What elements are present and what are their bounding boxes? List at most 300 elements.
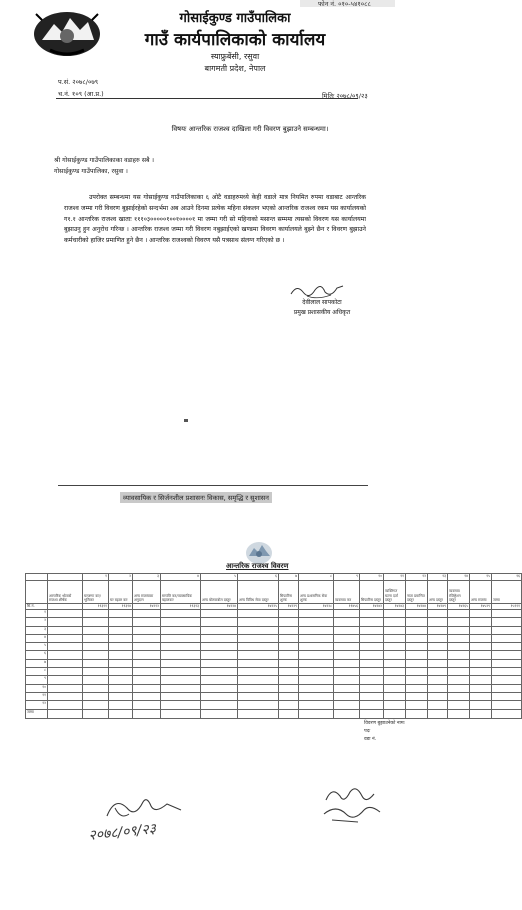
total-row	[26, 709, 522, 718]
table-cell	[133, 709, 161, 718]
table-cell	[299, 651, 334, 659]
patra-sankhya: प.सं. २०७८/०७९	[58, 78, 99, 86]
table-cell	[109, 634, 133, 642]
table-cell	[161, 709, 201, 718]
table-cell	[161, 618, 201, 626]
table-cell	[48, 701, 83, 709]
column-number: ४	[161, 574, 201, 581]
table-cell	[133, 701, 161, 709]
table-cell	[83, 668, 109, 676]
table-cell	[279, 692, 299, 700]
account-code: १४२२८	[299, 604, 334, 610]
table-cell	[428, 701, 448, 709]
address-line-1: स्याफ्रुबेंसी, रसुवा	[210, 52, 260, 61]
table-cell	[384, 626, 406, 634]
account-code: ११३१३	[161, 604, 201, 610]
table-cell	[334, 701, 360, 709]
header-divider	[56, 98, 358, 99]
table-cell	[161, 626, 201, 634]
table-cell	[360, 692, 384, 700]
table-cell	[428, 634, 448, 642]
office-name: गाउँ कार्यपालिकाको कार्यालय	[144, 30, 326, 50]
table-cell	[334, 626, 360, 634]
table-cell	[201, 659, 238, 667]
column-number	[26, 574, 48, 581]
account-code: ११४५६	[334, 604, 360, 610]
column-number: ९	[334, 574, 360, 581]
table-cell	[201, 618, 238, 626]
table-row	[26, 692, 522, 700]
table-cell	[470, 659, 492, 667]
table-cell	[334, 618, 360, 626]
prepared-by-label: विवरण बुझाउनेको नामः	[364, 721, 405, 726]
table-cell	[384, 618, 406, 626]
table-cell	[201, 651, 238, 659]
ward-number-label: वडा नं.	[364, 737, 377, 742]
table-cell	[238, 643, 279, 651]
table-cell	[161, 643, 201, 651]
table-cell	[238, 634, 279, 642]
table-cell	[384, 701, 406, 709]
table-cell	[238, 684, 279, 692]
table-cell	[384, 692, 406, 700]
row-number: ३	[26, 626, 48, 634]
table-cell	[384, 668, 406, 676]
table-cell	[334, 684, 360, 692]
account-code: १४२१२	[133, 604, 161, 610]
row-number: ७	[26, 659, 48, 667]
table-cell	[334, 668, 360, 676]
table-cell	[360, 684, 384, 692]
table-cell	[470, 651, 492, 659]
account-code: १४२४९	[428, 604, 448, 610]
scan-mark	[184, 419, 188, 422]
table-cell	[133, 684, 161, 692]
table-cell	[201, 643, 238, 651]
table-cell	[83, 618, 109, 626]
column-number: ३	[133, 574, 161, 581]
table-cell	[360, 610, 384, 618]
office-slogan: व्यावसायिक र सिर्जनशील प्रशासनः विकास, समृद्धि र सुशासन	[120, 492, 272, 503]
table-cell	[470, 701, 492, 709]
table-cell	[360, 634, 384, 642]
table-cell	[279, 676, 299, 684]
column-header: व्यक्तिगत घटना दर्ता दस्तुर	[384, 581, 406, 604]
column-header: व्यवसाय कर	[334, 581, 360, 604]
table-cell	[360, 701, 384, 709]
table-cell	[470, 610, 492, 618]
table-cell	[406, 684, 428, 692]
table-cell	[109, 618, 133, 626]
table-cell	[406, 634, 428, 642]
column-header	[26, 581, 48, 604]
table-cell	[133, 643, 161, 651]
table-cell	[428, 709, 448, 718]
table-cell	[299, 618, 334, 626]
table-cell	[201, 709, 238, 718]
revenue-table	[25, 573, 522, 719]
handwritten-signature-left	[85, 788, 215, 848]
table-cell	[48, 684, 83, 692]
table-cell	[406, 618, 428, 626]
table-cell	[109, 684, 133, 692]
table-cell	[384, 651, 406, 659]
table-cell	[238, 610, 279, 618]
column-header: घरजग्गा कर/भूमिकर	[83, 581, 109, 604]
table-cell	[334, 692, 360, 700]
table-row	[26, 676, 522, 684]
table-cell	[492, 701, 522, 709]
table-cell	[360, 709, 384, 718]
column-header: अन्य राजस्व	[470, 581, 492, 604]
letter-date: मितिः २०७८/०९/२३	[322, 92, 368, 100]
table-cell	[406, 701, 428, 709]
table-cell	[279, 651, 299, 659]
table-cell	[384, 709, 406, 718]
table-cell	[83, 692, 109, 700]
column-header: व्यवसाय रजिष्ट्रेशन दस्तुर	[448, 581, 470, 604]
table-cell	[133, 634, 161, 642]
table-cell	[299, 676, 334, 684]
table-cell	[334, 634, 360, 642]
table-cell	[238, 701, 279, 709]
table-cell	[360, 668, 384, 676]
handwritten-signature-right	[318, 782, 388, 827]
table-row	[26, 610, 522, 618]
table-cell	[238, 626, 279, 634]
row-number: ५	[26, 643, 48, 651]
table-cell	[109, 651, 133, 659]
column-header: सिफारिस दस्तुर	[360, 581, 384, 604]
table-cell	[492, 676, 522, 684]
table-cell	[161, 668, 201, 676]
table-cell	[448, 610, 470, 618]
table-cell	[299, 692, 334, 700]
table-cell	[109, 709, 133, 718]
table-cell	[109, 626, 133, 634]
table-cell	[48, 626, 83, 634]
table-cell	[299, 610, 334, 618]
table-cell	[448, 709, 470, 718]
table-cell	[492, 618, 522, 626]
table-cell	[161, 684, 201, 692]
column-number: ८	[299, 574, 334, 581]
column-header: जम्मा	[492, 581, 522, 604]
table-cell	[470, 626, 492, 634]
table-cell	[428, 684, 448, 692]
table-cell	[428, 626, 448, 634]
table-cell	[384, 676, 406, 684]
column-number-row	[26, 574, 522, 581]
table-cell	[384, 634, 406, 642]
table-cell	[299, 701, 334, 709]
table-cell	[279, 684, 299, 692]
table-cell	[492, 643, 522, 651]
table-cell	[83, 643, 109, 651]
table-cell	[428, 676, 448, 684]
table-cell	[360, 676, 384, 684]
table-cell	[406, 643, 428, 651]
table-cell	[48, 659, 83, 667]
letter-body: उपरोक्त सम्बन्धमा यस गोसाईकुण्ड गाउँपालिकाका ६ ओटै वडाहरुमध्ये केही वडाले मात्र नियमित रुपमा वडाबाट आन्तरिक राजश्व जम्मा गरी विवरण बुझाईरहेको सन्दर्भमा अब आउने दिनमा प्रत्येक महिना संकलन भएको आन्तरिक राजश्व रकम यस कार्यालयको ग१.१ आन्तरिक राजश्व खाताः १११०३०००००१००१००००१ मा जम्मा गरी सो महिनाको मसान्त सम्ममा त्यसको विवरण यस कार्यालयमा बुझाउनु हुन अनुरोध गरिन्छ । आन्तरिक राजश्व जम्मा गरी विवरण नबुझाईएको खण्डमा विवरण कार्यालयले बुझ्ने छैन र विवरण बुझाउने कर्मचारीको हाजिर प्रमाणित हुने छैन । आन्तरिक राजश्वको विवरण यसै पत्रसाथ संलग्न गरिएको छ ।	[64, 194, 366, 245]
table-cell	[238, 668, 279, 676]
column-number: १६	[492, 574, 522, 581]
signatory	[282, 298, 362, 318]
table-cell	[428, 668, 448, 676]
table-cell	[279, 701, 299, 709]
table-cell	[238, 709, 279, 718]
row-number: ९	[26, 676, 48, 684]
column-number: १३	[428, 574, 448, 581]
total-label: जम्मा	[26, 709, 48, 718]
row-number: २	[26, 618, 48, 626]
row-number: ८	[26, 668, 48, 676]
table-cell	[299, 634, 334, 642]
table-cell	[161, 701, 201, 709]
table-cell	[83, 684, 109, 692]
column-number: १२	[406, 574, 428, 581]
table-cell	[470, 684, 492, 692]
column-header: अन्य दस्तुर	[428, 581, 448, 604]
table-cell	[201, 684, 238, 692]
table-cell	[133, 626, 161, 634]
table-cell	[133, 668, 161, 676]
column-header: सिफारिस शुल्क	[279, 581, 299, 604]
table-cell	[109, 692, 133, 700]
column-number: ५	[201, 574, 238, 581]
footer-divider	[58, 485, 368, 486]
table-cell	[299, 643, 334, 651]
table-cell	[48, 692, 83, 700]
table-cell	[360, 659, 384, 667]
municipality-name: गोसाईकुण्ड गाउँपालिका	[179, 11, 291, 26]
address-line-2: बागमती प्रदेश, नेपाल	[204, 64, 266, 73]
table-cell	[48, 618, 83, 626]
table-cell	[238, 676, 279, 684]
table-cell	[428, 610, 448, 618]
table-cell	[470, 709, 492, 718]
table-cell	[83, 659, 109, 667]
table-cell	[161, 651, 201, 659]
table-cell	[470, 643, 492, 651]
table-cell	[133, 651, 161, 659]
table-cell	[448, 692, 470, 700]
table-row	[26, 659, 522, 667]
table-row	[26, 668, 522, 676]
table-cell	[492, 651, 522, 659]
table-cell	[109, 643, 133, 651]
table-cell	[201, 701, 238, 709]
table-cell	[448, 626, 470, 634]
account-code: १४२४३	[384, 604, 406, 610]
row-number: १	[26, 610, 48, 618]
table-cell	[299, 709, 334, 718]
table-cell	[238, 651, 279, 659]
table-cell	[334, 610, 360, 618]
table-cell	[384, 610, 406, 618]
table-cell	[48, 676, 83, 684]
row-number: ६	[26, 651, 48, 659]
table-cell	[279, 618, 299, 626]
table-cell	[133, 659, 161, 667]
table-cell	[83, 676, 109, 684]
row-number: १२	[26, 701, 48, 709]
table-cell	[238, 692, 279, 700]
table-cell	[279, 626, 299, 634]
table-row	[26, 634, 522, 642]
column-header: सम्पत्ति कर/व्यवसायिक बहालकर	[161, 581, 201, 604]
account-code: १५१११	[492, 604, 522, 610]
column-header: अन्य राजस्वका अनुदान	[133, 581, 161, 604]
table-cell	[133, 692, 161, 700]
column-number: १४	[448, 574, 470, 581]
table-row	[26, 684, 522, 692]
account-code: १४२४२	[360, 604, 384, 610]
account-code: १४२६५	[448, 604, 470, 610]
handwritten-date: २०७८/०९/२३	[87, 820, 157, 844]
table-cell	[428, 692, 448, 700]
table-cell	[428, 651, 448, 659]
column-number: १५	[470, 574, 492, 581]
table-cell	[161, 659, 201, 667]
table-body	[26, 610, 522, 710]
preparer-block	[364, 720, 405, 744]
revenue-table-title: आन्तरिक राजश्व विवरण	[226, 562, 289, 570]
column-header: नाता प्रमाणित दस्तुर	[406, 581, 428, 604]
column-number: १०	[360, 574, 384, 581]
table-cell	[448, 618, 470, 626]
table-cell	[161, 692, 201, 700]
table-cell	[133, 618, 161, 626]
table-cell	[161, 634, 201, 642]
table-cell	[492, 610, 522, 618]
table-cell	[48, 668, 83, 676]
column-number: ६	[238, 574, 279, 581]
table-cell	[492, 659, 522, 667]
table-cell	[492, 668, 522, 676]
table-cell	[201, 610, 238, 618]
account-code: १४२४४	[406, 604, 428, 610]
table-cell	[428, 643, 448, 651]
table-cell	[279, 610, 299, 618]
signer-name: देवीलाल सापकोटा	[302, 299, 342, 306]
table-cell	[238, 618, 279, 626]
table-cell	[109, 659, 133, 667]
table-cell	[360, 651, 384, 659]
table-cell	[161, 676, 201, 684]
table-cell	[448, 684, 470, 692]
table-cell	[384, 659, 406, 667]
table-cell	[406, 709, 428, 718]
addressee-line-2: गोसाईकुण्ड गाउँपालिका, रसुवा ।	[54, 168, 128, 175]
letter-subject: विषयः आन्तरिक राजश्व दाखिला गरी विवरण बुझाउने सम्बन्धमा।	[171, 125, 329, 133]
account-code: १४५२९	[470, 604, 492, 610]
table-cell	[406, 651, 428, 659]
table-cell	[470, 634, 492, 642]
column-header: अन्य प्रशासनिक सेवा शुल्क	[299, 581, 334, 604]
table-cell	[360, 643, 384, 651]
table-cell	[492, 626, 522, 634]
table-cell	[470, 676, 492, 684]
table-cell	[201, 626, 238, 634]
column-number: १	[83, 574, 109, 581]
table-cell	[360, 626, 384, 634]
column-number: ११	[384, 574, 406, 581]
account-code: १४२२९	[279, 604, 299, 610]
table-cell	[83, 651, 109, 659]
table-row	[26, 701, 522, 709]
column-number	[48, 574, 83, 581]
account-code: १४२२४	[201, 604, 238, 610]
table-cell	[48, 634, 83, 642]
table-cell	[83, 701, 109, 709]
column-number: ७	[279, 574, 299, 581]
table-row	[26, 618, 522, 626]
table-cell	[109, 701, 133, 709]
table-cell	[279, 634, 299, 642]
table-cell	[406, 610, 428, 618]
table-cell	[360, 618, 384, 626]
table-cell	[384, 643, 406, 651]
serial-header: सि.नं.	[26, 604, 48, 610]
table-cell	[470, 692, 492, 700]
table-row	[26, 651, 522, 659]
table-cell	[406, 676, 428, 684]
table-cell	[334, 709, 360, 718]
row-number: १०	[26, 684, 48, 692]
table-cell	[448, 659, 470, 667]
table-row	[26, 643, 522, 651]
table-cell	[201, 676, 238, 684]
row-number: ११	[26, 692, 48, 700]
table-cell	[334, 676, 360, 684]
table-cell	[334, 643, 360, 651]
chalani-number: च.नं. १०९ (आ.प्र.)	[58, 90, 104, 98]
table-cell	[279, 709, 299, 718]
table-cell	[492, 709, 522, 718]
table-cell	[299, 659, 334, 667]
table-cell	[83, 634, 109, 642]
table-cell	[428, 659, 448, 667]
row-number: ४	[26, 634, 48, 642]
table-cell	[238, 659, 279, 667]
account-code: १४२२५	[238, 604, 279, 610]
table-cell	[201, 668, 238, 676]
table-cell	[448, 701, 470, 709]
table-cell	[428, 618, 448, 626]
table-cell	[406, 692, 428, 700]
column-header-row	[26, 581, 522, 604]
table-cell	[83, 626, 109, 634]
table-cell	[279, 659, 299, 667]
table-cell	[161, 610, 201, 618]
table-cell	[406, 668, 428, 676]
table-cell	[48, 651, 83, 659]
table-cell	[334, 659, 360, 667]
table-cell	[109, 676, 133, 684]
office-address	[125, 51, 345, 75]
column-header: घर बहाल कर	[109, 581, 133, 604]
table-cell	[201, 634, 238, 642]
table-cell	[109, 610, 133, 618]
table-cell	[448, 634, 470, 642]
table-cell	[133, 610, 161, 618]
table-cell	[492, 692, 522, 700]
table-cell	[492, 634, 522, 642]
table-cell	[448, 676, 470, 684]
account-code: ११३११	[83, 604, 109, 610]
column-number: २	[109, 574, 133, 581]
